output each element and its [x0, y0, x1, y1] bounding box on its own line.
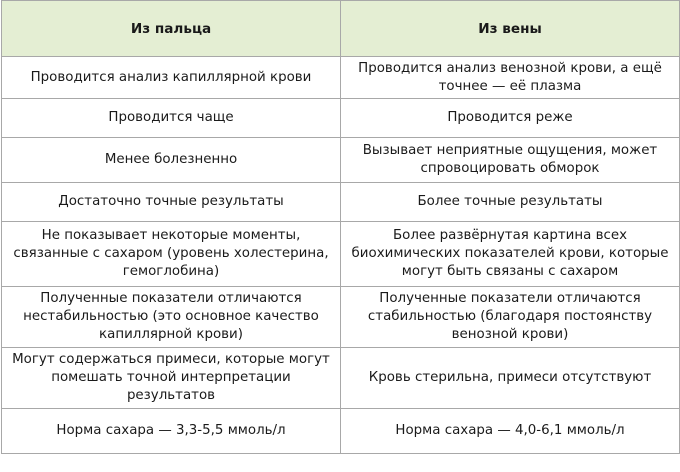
header-vein: Из вены: [341, 1, 680, 57]
table-row: [2, 183, 680, 222]
cell-vein: Проводится реже: [341, 99, 680, 138]
comparison-table: [1, 0, 680, 454]
cell-finger: Норма сахара — 3,3-5,5 ммоль/л: [2, 409, 341, 454]
cell-vein: Кровь стерильна, примеси отсутствуют: [341, 348, 680, 409]
cell-finger: Проводится чаще: [2, 99, 341, 138]
cell-finger: Достаточно точные результаты: [2, 183, 341, 222]
table-row: [2, 222, 680, 287]
table-row: [2, 348, 680, 409]
table-row: [2, 99, 680, 138]
cell-finger: Не показывает некоторые моменты, связанные с сахаром (уровень холестерина, гемоглобина): [2, 222, 341, 287]
cell-vein: Норма сахара — 4,0-6,1 ммоль/л: [341, 409, 680, 454]
header-row: [2, 1, 680, 57]
cell-vein: Вызывает неприятные ощущения, может спровоцировать обморок: [341, 138, 680, 183]
cell-finger: Полученные показатели отличаются нестабильностью (это основное качество капиллярной крови): [2, 287, 341, 348]
table-row: [2, 57, 680, 99]
cell-finger: Проводится анализ капиллярной крови: [2, 57, 341, 99]
table-row: [2, 287, 680, 348]
cell-vein: Более развёрнутая картина всех биохимических показателей крови, которые могут быть связаны с сахаром: [341, 222, 680, 287]
cell-vein: Полученные показатели отличаются стабильностью (благодаря постоянству венозной крови): [341, 287, 680, 348]
cell-vein: Более точные результаты: [341, 183, 680, 222]
cell-vein: Проводится анализ венозной крови, а ещё точнее — её плазма: [341, 57, 680, 99]
header-finger: Из пальца: [2, 1, 341, 57]
table-row: [2, 409, 680, 454]
table-row: [2, 138, 680, 183]
cell-finger: Менее болезненно: [2, 138, 341, 183]
cell-finger: Могут содержаться примеси, которые могут помешать точной интерпретации результатов: [2, 348, 341, 409]
